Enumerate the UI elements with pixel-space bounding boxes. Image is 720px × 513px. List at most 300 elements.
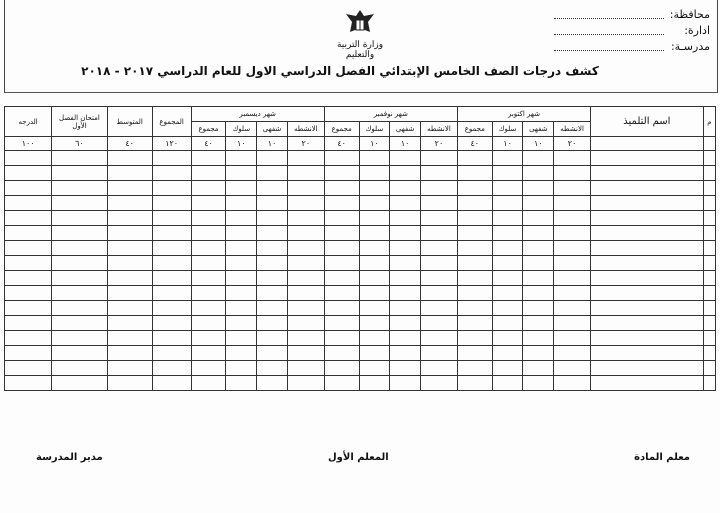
grade-cell[interactable]	[287, 256, 324, 271]
grade-cell[interactable]	[523, 286, 554, 301]
grade-cell[interactable]	[107, 361, 152, 376]
grade-cell[interactable]	[421, 361, 458, 376]
grade-cell[interactable]	[492, 181, 523, 196]
grade-cell[interactable]	[52, 361, 107, 376]
grade-cell[interactable]	[5, 361, 52, 376]
grade-cell[interactable]	[523, 226, 554, 241]
grade-cell[interactable]	[703, 316, 715, 331]
grade-cell[interactable]	[152, 181, 191, 196]
grade-cell[interactable]	[5, 331, 52, 346]
grade-cell[interactable]	[591, 211, 704, 226]
grade-cell[interactable]	[287, 346, 324, 361]
grade-cell[interactable]	[492, 151, 523, 166]
grade-cell[interactable]	[52, 226, 107, 241]
grade-cell[interactable]	[257, 166, 288, 181]
grade-cell[interactable]	[226, 196, 257, 211]
grade-cell[interactable]	[226, 316, 257, 331]
grade-cell[interactable]	[390, 211, 421, 226]
grade-cell[interactable]	[457, 361, 492, 376]
grade-cell[interactable]	[52, 376, 107, 391]
grade-cell[interactable]	[421, 316, 458, 331]
grade-cell[interactable]	[591, 316, 704, 331]
grade-cell[interactable]	[191, 301, 226, 316]
grade-cell[interactable]	[226, 166, 257, 181]
grade-cell[interactable]	[107, 346, 152, 361]
grade-cell[interactable]	[257, 241, 288, 256]
grade-cell[interactable]	[703, 151, 715, 166]
grade-cell[interactable]	[591, 286, 704, 301]
grade-cell[interactable]	[324, 331, 359, 346]
grade-cell[interactable]	[703, 361, 715, 376]
grade-cell[interactable]	[359, 211, 390, 226]
grade-cell[interactable]	[107, 151, 152, 166]
grade-cell[interactable]	[152, 196, 191, 211]
grade-cell[interactable]	[457, 241, 492, 256]
grade-cell[interactable]	[191, 226, 226, 241]
grade-cell[interactable]	[359, 361, 390, 376]
grade-cell[interactable]	[191, 241, 226, 256]
grade-cell[interactable]	[152, 211, 191, 226]
grade-cell[interactable]	[523, 166, 554, 181]
grade-cell[interactable]	[554, 241, 591, 256]
grade-cell[interactable]	[324, 286, 359, 301]
grade-cell[interactable]	[492, 241, 523, 256]
grade-cell[interactable]	[191, 256, 226, 271]
grade-cell[interactable]	[226, 361, 257, 376]
grade-cell[interactable]	[492, 331, 523, 346]
grade-cell[interactable]	[492, 301, 523, 316]
grade-cell[interactable]	[287, 376, 324, 391]
grade-cell[interactable]	[359, 241, 390, 256]
grade-cell[interactable]	[492, 346, 523, 361]
grade-cell[interactable]	[421, 346, 458, 361]
grade-cell[interactable]	[107, 166, 152, 181]
grade-cell[interactable]	[492, 361, 523, 376]
grade-cell[interactable]	[492, 316, 523, 331]
grade-cell[interactable]	[152, 226, 191, 241]
grade-cell[interactable]	[287, 331, 324, 346]
grade-cell[interactable]	[107, 181, 152, 196]
sub-header: سلوك	[226, 122, 257, 137]
max-value-cell: ٤٠	[324, 137, 359, 151]
grade-cell[interactable]	[457, 226, 492, 241]
sub-header: مجموع	[191, 122, 226, 137]
grade-cell[interactable]	[591, 331, 704, 346]
grade-cell[interactable]	[152, 271, 191, 286]
grade-cell[interactable]	[5, 256, 52, 271]
grade-cell[interactable]	[52, 316, 107, 331]
grade-cell[interactable]	[390, 181, 421, 196]
grade-cell[interactable]	[191, 196, 226, 211]
grade-cell[interactable]	[107, 256, 152, 271]
grade-cell[interactable]	[52, 256, 107, 271]
grade-cell[interactable]	[359, 301, 390, 316]
grade-cell[interactable]	[492, 376, 523, 391]
grade-cell[interactable]	[107, 226, 152, 241]
grade-cell[interactable]	[390, 376, 421, 391]
grade-cell[interactable]	[191, 271, 226, 286]
grade-cell[interactable]	[287, 211, 324, 226]
grade-cell[interactable]	[287, 301, 324, 316]
grade-cell[interactable]	[523, 256, 554, 271]
grade-cell[interactable]	[421, 271, 458, 286]
grade-cell[interactable]	[390, 271, 421, 286]
grade-cell[interactable]	[421, 241, 458, 256]
grade-cell[interactable]	[554, 151, 591, 166]
grade-cell[interactable]	[703, 376, 715, 391]
grade-cell[interactable]	[52, 301, 107, 316]
administration-field[interactable]	[554, 24, 664, 35]
grade-cell[interactable]	[523, 211, 554, 226]
grade-cell[interactable]	[191, 376, 226, 391]
grade-cell[interactable]	[359, 271, 390, 286]
grade-cell[interactable]	[52, 241, 107, 256]
grade-cell[interactable]	[359, 316, 390, 331]
grade-cell[interactable]	[257, 376, 288, 391]
grade-cell[interactable]	[107, 316, 152, 331]
grade-cell[interactable]	[523, 241, 554, 256]
grade-cell[interactable]	[591, 196, 704, 211]
grade-cell[interactable]	[457, 346, 492, 361]
grade-cell[interactable]	[591, 181, 704, 196]
grade-cell[interactable]	[421, 181, 458, 196]
grade-cell[interactable]	[152, 151, 191, 166]
grade-cell[interactable]	[554, 181, 591, 196]
grade-cell[interactable]	[703, 181, 715, 196]
grade-cell[interactable]	[324, 226, 359, 241]
grade-cell[interactable]	[5, 151, 52, 166]
grade-cell[interactable]	[421, 226, 458, 241]
grade-cell[interactable]	[191, 286, 226, 301]
grade-cell[interactable]	[287, 166, 324, 181]
grade-cell[interactable]	[324, 256, 359, 271]
grade-cell[interactable]	[554, 361, 591, 376]
grade-cell[interactable]	[390, 226, 421, 241]
grade-cell[interactable]	[457, 286, 492, 301]
grade-cell[interactable]	[554, 256, 591, 271]
grade-cell[interactable]	[287, 361, 324, 376]
grade-cell[interactable]	[52, 271, 107, 286]
grade-cell[interactable]	[226, 211, 257, 226]
grade-cell[interactable]	[287, 241, 324, 256]
grade-cell[interactable]	[703, 196, 715, 211]
grade-cell[interactable]	[5, 316, 52, 331]
grade-cell[interactable]	[390, 151, 421, 166]
grade-cell[interactable]	[523, 151, 554, 166]
grade-cell[interactable]	[152, 376, 191, 391]
grade-cell[interactable]	[492, 286, 523, 301]
grade-cell[interactable]	[703, 286, 715, 301]
grade-cell[interactable]	[226, 256, 257, 271]
grade-cell[interactable]	[421, 256, 458, 271]
governorate-field[interactable]	[554, 8, 664, 19]
grade-cell[interactable]	[457, 271, 492, 286]
grade-cell[interactable]	[359, 166, 390, 181]
grade-cell[interactable]	[554, 226, 591, 241]
grade-cell[interactable]	[703, 301, 715, 316]
grade-cell[interactable]	[359, 331, 390, 346]
grade-cell[interactable]	[152, 241, 191, 256]
grade-cell[interactable]	[152, 301, 191, 316]
grade-cell[interactable]	[257, 301, 288, 316]
grade-cell[interactable]	[492, 256, 523, 271]
grade-cell[interactable]	[324, 361, 359, 376]
grade-cell[interactable]	[703, 226, 715, 241]
grade-cell[interactable]	[591, 376, 704, 391]
grade-cell[interactable]	[152, 286, 191, 301]
grade-cell[interactable]	[703, 211, 715, 226]
grade-cell[interactable]	[554, 271, 591, 286]
grade-cell[interactable]	[492, 196, 523, 211]
grade-cell[interactable]	[421, 376, 458, 391]
grade-cell[interactable]	[107, 286, 152, 301]
grade-cell[interactable]	[107, 331, 152, 346]
grade-cell[interactable]	[591, 271, 704, 286]
grade-cell[interactable]	[457, 301, 492, 316]
student-row	[5, 196, 716, 211]
grade-cell[interactable]	[257, 331, 288, 346]
grade-cell[interactable]	[523, 346, 554, 361]
grade-cell[interactable]	[492, 271, 523, 286]
grade-cell[interactable]	[457, 256, 492, 271]
grade-cell[interactable]	[324, 376, 359, 391]
grade-cell[interactable]	[287, 226, 324, 241]
grade-cell[interactable]	[191, 181, 226, 196]
grade-cell[interactable]	[390, 286, 421, 301]
grade-cell[interactable]	[226, 271, 257, 286]
grade-cell[interactable]	[457, 331, 492, 346]
grade-cell[interactable]	[457, 316, 492, 331]
grade-cell[interactable]	[191, 331, 226, 346]
grade-cell[interactable]	[591, 301, 704, 316]
grade-cell[interactable]	[554, 166, 591, 181]
grade-cell[interactable]	[457, 166, 492, 181]
grade-cell[interactable]	[5, 226, 52, 241]
grade-cell[interactable]	[324, 346, 359, 361]
grade-cell[interactable]	[421, 211, 458, 226]
grade-cell[interactable]	[257, 361, 288, 376]
grade-cell[interactable]	[390, 166, 421, 181]
max-value-cell: ١٢٠	[152, 137, 191, 151]
grade-cell[interactable]	[359, 181, 390, 196]
grade-cell[interactable]	[591, 226, 704, 241]
grade-cell[interactable]	[591, 346, 704, 361]
grade-cell[interactable]	[287, 271, 324, 286]
max-value-cell: ١٠	[492, 137, 523, 151]
grade-cell[interactable]	[359, 256, 390, 271]
school-field[interactable]	[554, 40, 664, 51]
grade-cell[interactable]	[523, 196, 554, 211]
grade-cell[interactable]	[457, 181, 492, 196]
grade-cell[interactable]	[257, 181, 288, 196]
grade-cell[interactable]	[554, 376, 591, 391]
grade-cell[interactable]	[52, 166, 107, 181]
grade-cell[interactable]	[324, 211, 359, 226]
grade-cell[interactable]	[152, 361, 191, 376]
grade-cell[interactable]	[554, 331, 591, 346]
grade-cell[interactable]	[226, 376, 257, 391]
grade-cell[interactable]	[107, 241, 152, 256]
grade-cell[interactable]	[390, 196, 421, 211]
grade-cell[interactable]	[523, 316, 554, 331]
grade-cell[interactable]	[257, 196, 288, 211]
grade-cell[interactable]	[554, 286, 591, 301]
grade-cell[interactable]	[421, 166, 458, 181]
grade-cell[interactable]	[457, 151, 492, 166]
grade-cell[interactable]	[523, 331, 554, 346]
grade-cell[interactable]	[52, 151, 107, 166]
grade-cell[interactable]	[703, 331, 715, 346]
grade-cell[interactable]	[324, 196, 359, 211]
grade-cell[interactable]	[324, 271, 359, 286]
grade-cell[interactable]	[226, 301, 257, 316]
grade-cell[interactable]	[591, 361, 704, 376]
grade-cell[interactable]	[390, 346, 421, 361]
grade-cell[interactable]	[324, 151, 359, 166]
grade-cell[interactable]	[5, 376, 52, 391]
grade-cell[interactable]	[554, 301, 591, 316]
grade-cell[interactable]	[457, 211, 492, 226]
grade-cell[interactable]	[287, 151, 324, 166]
grade-cell[interactable]	[226, 241, 257, 256]
grade-cell[interactable]	[421, 286, 458, 301]
grade-cell[interactable]	[703, 256, 715, 271]
grade-cell[interactable]	[591, 256, 704, 271]
grade-cell[interactable]	[52, 211, 107, 226]
grade-cell[interactable]	[554, 211, 591, 226]
grade-cell[interactable]	[359, 226, 390, 241]
governorate-label: محافظة:	[669, 8, 710, 21]
grade-cell[interactable]	[287, 181, 324, 196]
grade-cell[interactable]	[5, 166, 52, 181]
grade-cell[interactable]	[191, 346, 226, 361]
grade-cell[interactable]	[257, 316, 288, 331]
grade-cell[interactable]	[359, 346, 390, 361]
grade-cell[interactable]	[390, 361, 421, 376]
grade-cell[interactable]	[107, 376, 152, 391]
grade-cell[interactable]	[523, 181, 554, 196]
grade-cell[interactable]	[492, 211, 523, 226]
grade-cell[interactable]	[359, 286, 390, 301]
grade-cell[interactable]	[324, 241, 359, 256]
grade-cell[interactable]	[152, 346, 191, 361]
grade-cell[interactable]	[591, 151, 704, 166]
grade-cell[interactable]	[152, 316, 191, 331]
grade-cell[interactable]	[591, 166, 704, 181]
grade-cell[interactable]	[191, 361, 226, 376]
grade-cell[interactable]	[152, 256, 191, 271]
grade-cell[interactable]	[257, 226, 288, 241]
grade-cell[interactable]	[152, 331, 191, 346]
grade-cell[interactable]	[591, 241, 704, 256]
grade-cell[interactable]	[554, 196, 591, 211]
max-value-cell: ٤٠	[457, 137, 492, 151]
grade-cell[interactable]	[457, 376, 492, 391]
grade-cell[interactable]	[191, 316, 226, 331]
grade-cell[interactable]	[421, 151, 458, 166]
grade-cell[interactable]	[257, 271, 288, 286]
grade-cell[interactable]	[324, 316, 359, 331]
grade-cell[interactable]	[492, 226, 523, 241]
grade-cell[interactable]	[457, 196, 492, 211]
grade-cell[interactable]	[257, 151, 288, 166]
grade-cell[interactable]	[390, 331, 421, 346]
grade-cell[interactable]	[5, 301, 52, 316]
grade-cell[interactable]	[523, 361, 554, 376]
grade-cell[interactable]	[5, 286, 52, 301]
grade-cell[interactable]	[5, 181, 52, 196]
grade-cell[interactable]	[107, 196, 152, 211]
grade-cell[interactable]	[324, 301, 359, 316]
grade-cell[interactable]	[703, 346, 715, 361]
grade-cell[interactable]	[226, 286, 257, 301]
grade-cell[interactable]	[324, 181, 359, 196]
grade-cell[interactable]	[390, 301, 421, 316]
grade-cell[interactable]	[492, 166, 523, 181]
grade-cell[interactable]	[523, 376, 554, 391]
grade-cell[interactable]	[703, 241, 715, 256]
grade-cell[interactable]	[52, 181, 107, 196]
max-values-row	[5, 137, 716, 151]
grade-cell[interactable]	[390, 241, 421, 256]
grade-cell[interactable]	[257, 211, 288, 226]
grade-cell[interactable]	[107, 211, 152, 226]
grade-cell[interactable]	[52, 346, 107, 361]
grade-cell[interactable]	[226, 181, 257, 196]
grade-cell[interactable]	[226, 331, 257, 346]
grade-cell[interactable]	[191, 166, 226, 181]
grade-cell[interactable]	[523, 271, 554, 286]
grade-cell[interactable]	[257, 346, 288, 361]
grade-cell[interactable]	[191, 151, 226, 166]
grade-cell[interactable]	[226, 151, 257, 166]
grade-cell[interactable]	[5, 196, 52, 211]
grade-cell[interactable]	[287, 286, 324, 301]
grade-cell[interactable]	[359, 196, 390, 211]
grade-cell[interactable]	[107, 271, 152, 286]
grade-cell[interactable]	[257, 286, 288, 301]
grade-cell[interactable]	[287, 316, 324, 331]
grade-cell[interactable]	[359, 376, 390, 391]
grade-cell[interactable]	[5, 271, 52, 286]
grade-cell[interactable]	[554, 346, 591, 361]
grade-cell[interactable]	[152, 166, 191, 181]
grade-cell[interactable]	[287, 196, 324, 211]
grade-cell[interactable]	[191, 211, 226, 226]
grade-cell[interactable]	[107, 301, 152, 316]
grade-cell[interactable]	[703, 271, 715, 286]
grade-cell[interactable]	[52, 286, 107, 301]
grade-cell[interactable]	[52, 196, 107, 211]
grade-cell[interactable]	[390, 316, 421, 331]
grade-cell[interactable]	[257, 256, 288, 271]
grade-cell[interactable]	[523, 301, 554, 316]
grade-cell[interactable]	[421, 196, 458, 211]
grade-cell[interactable]	[554, 316, 591, 331]
grade-cell[interactable]	[5, 211, 52, 226]
grade-cell[interactable]	[703, 166, 715, 181]
grade-cell[interactable]	[390, 256, 421, 271]
grade-cell[interactable]	[421, 301, 458, 316]
grade-cell[interactable]	[226, 226, 257, 241]
grade-cell[interactable]	[421, 331, 458, 346]
grade-cell[interactable]	[52, 331, 107, 346]
grade-cell[interactable]	[226, 346, 257, 361]
grade-cell[interactable]	[324, 166, 359, 181]
grade-cell[interactable]	[5, 241, 52, 256]
grade-cell[interactable]	[359, 151, 390, 166]
grade-cell[interactable]	[5, 346, 52, 361]
